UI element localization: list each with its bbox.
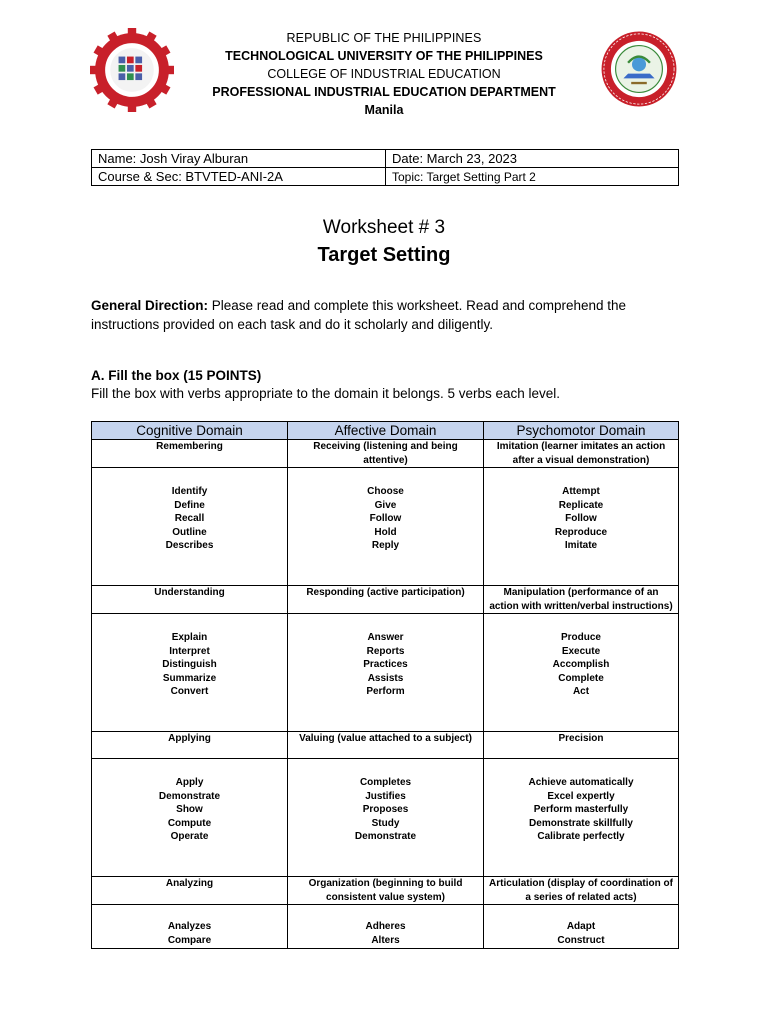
level-cell: Precision [484,732,679,759]
verbs-row [92,614,679,732]
level-row [92,586,679,614]
student-info-table [91,149,679,186]
verb-item: Compute [167,817,212,829]
level-row [92,440,679,468]
verb-item: Analyzes [167,921,212,932]
verbs-cell [484,614,679,732]
verb-item: Imitate [564,540,598,551]
header-cognitive: Cognitive Domain [92,422,288,440]
header-college: COLLEGE OF INDUSTRIAL EDUCATION [267,67,501,81]
level-cell: Responding (active participation) [288,586,484,614]
verb-item: Excel expertly [547,790,615,802]
verb-item: Show [176,804,203,815]
verb-item: Demonstrate [158,790,221,802]
verb-item: Attempt [562,486,600,497]
level-cell: Understanding [92,586,288,614]
level-row [92,877,679,905]
general-direction-label: General Direction: [91,298,209,313]
header-department: PROFESSIONAL INDUSTRIAL EDUCATION DEPARTMENT [212,85,556,99]
verb-item: Interpret [169,645,210,657]
verb-item: Execute [561,645,601,657]
verbs-cell [484,759,679,877]
verb-item: Distinguish [162,659,217,670]
name-field: Name: Josh Viray Alburan [92,150,386,168]
verb-item: Reply [371,540,400,551]
level-cell: Analyzing [92,877,288,905]
verb-item: Act [572,686,590,697]
verb-item: Identify [171,486,208,497]
level-cell: Articulation (display of coordination of a series of related acts) [484,877,679,905]
verb-item: Convert [170,686,209,697]
section-a-title: A. Fill the box (15 POINTS) [91,368,262,383]
verb-item: Proposes [362,804,409,815]
header-city: Manila [364,103,404,117]
verb-item: Define [174,499,205,511]
verb-item: Follow [565,513,597,524]
level-cell: Receiving (listening and being attentive) [288,440,484,468]
verb-item: Completes [359,777,412,788]
verb-item: Summarize [162,672,217,684]
verbs-cell [288,905,484,949]
verbs-cell [92,905,288,949]
verbs-cell [484,468,679,586]
verb-item: Choose [367,486,404,497]
worksheet-title: Worksheet # 3 [322,217,446,238]
header-psychomotor: Psychomotor Domain [484,422,679,440]
verb-item: Adapt [566,921,596,932]
verb-item: Perform [366,686,405,697]
verb-item: Answer [367,632,404,643]
verb-item: Calibrate perfectly [537,831,625,842]
header-republic: REPUBLIC OF THE PHILIPPINES [286,31,482,45]
verb-item: Perform masterfully [533,804,629,815]
verbs-cell [92,468,288,586]
verb-item: Explain [171,632,208,643]
verbs-cell [288,468,484,586]
verbs-cell [92,759,288,877]
verb-item: Produce [560,632,601,643]
level-cell: Valuing (value attached to a subject) [288,732,484,759]
course-field: Course & Sec: BTVTED-ANI-2A [92,168,386,186]
topic-field: Topic: Target Setting Part 2 [386,168,679,186]
verb-item: Outline [172,526,207,538]
verb-item: Follow [369,513,402,524]
verb-item: Compare [167,934,212,946]
verb-item: Describes [165,540,214,551]
level-cell: Applying [92,732,288,759]
verb-item: Study [371,817,400,829]
verbs-cell [288,759,484,877]
verb-item: Justifies [365,790,406,802]
level-cell: Manipulation (performance of an action with written/verbal instructions) [484,586,679,614]
level-cell: Imitation (learner imitates an action after a visual demonstration) [484,440,679,468]
verb-item: Assists [367,672,404,684]
verb-item: Give [374,499,397,511]
verb-item: Demonstrate skillfully [529,817,633,829]
document-header [0,29,768,119]
verb-item: Achieve automatically [528,777,634,788]
domain-verbs-table [91,421,679,949]
verb-item: Hold [374,526,397,538]
general-direction [91,296,691,334]
verb-item: Operate [170,831,209,842]
verb-item: Apply [175,777,204,788]
verb-item: Replicate [558,499,604,511]
section-a-description: Fill the box with verbs appropriate to the domain it belongs. 5 verbs each level. [91,386,561,401]
verb-item: Reproduce [554,526,608,538]
verbs-row [92,759,679,877]
header-university: TECHNOLOGICAL UNIVERSITY OF THE PHILIPPINES [225,49,543,63]
verb-item: Recall [174,513,205,524]
verbs-row [92,468,679,586]
verb-item: Adheres [365,921,406,932]
verb-item: Demonstrate [354,831,417,842]
verb-item: Construct [557,934,605,946]
verb-item: Reports [366,645,405,657]
level-row [92,732,679,759]
level-cell: Organization (beginning to build consistent value system) [288,877,484,905]
header-affective: Affective Domain [288,422,484,440]
verbs-cell [484,905,679,949]
verbs-row [92,905,679,949]
verb-item: Alters [371,934,400,946]
general-direction-text: Please read and complete this worksheet. Read and comprehend the instructions provided on each task and do it scholarly and diligently. [91,298,627,332]
level-cell: Remembering [92,440,288,468]
verb-item: Practices [363,659,408,670]
verbs-cell [288,614,484,732]
verb-item: Complete [558,672,604,684]
date-field: Date: March 23, 2023 [386,150,679,168]
worksheet-subtitle: Target Setting [317,244,451,266]
verbs-cell [92,614,288,732]
verb-item: Accomplish [552,659,610,670]
